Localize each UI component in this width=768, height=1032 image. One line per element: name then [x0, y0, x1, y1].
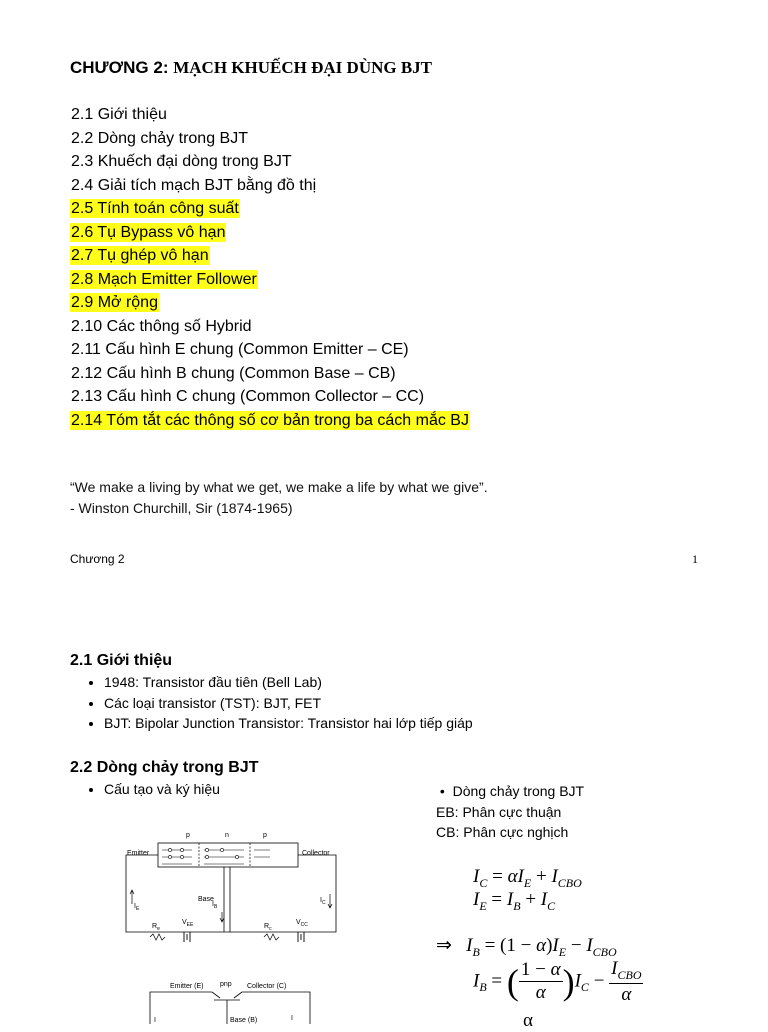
transistor-body	[158, 843, 298, 867]
toc-item	[70, 409, 470, 433]
section-heading: 2.1 Giới thiệu	[70, 652, 173, 669]
emitter-e-label: Emitter (E)	[170, 983, 204, 990]
toc-item-label: 2.6 Tụ Bypass vô hạn	[71, 223, 226, 241]
intro-bullet-list	[70, 672, 473, 734]
toc-item	[70, 291, 470, 315]
n-layer-label: n	[225, 832, 229, 839]
ic-label: $I_C$	[320, 897, 326, 906]
quote-text: “We make a living by what we get, we make a life by what we give”.	[70, 479, 488, 495]
vcc-label: $V_{CC}$	[296, 919, 308, 928]
list-item: • Dòng chảy trong BJT	[436, 783, 585, 799]
p-layer-label: p	[186, 832, 190, 839]
table-of-contents	[70, 103, 470, 432]
toc-item-label: 2.4 Giải tích mạch BJT bằng đồ thị	[71, 176, 317, 194]
toc-item-label: 2.9 Mở rộng	[71, 294, 158, 311]
collector-label: Collector	[302, 850, 330, 857]
rc-label: $R_c$	[264, 923, 272, 932]
equation-ic: $I_C = \alpha I_E + I_{CBO}$	[473, 866, 582, 890]
ie-label: $I_E$	[134, 903, 140, 912]
cb-bias-text: CB: Phân cực nghịch	[436, 824, 569, 840]
list-item: • BJT: Bipolar Junction Transistor: Transistor hai lớp tiếp giáp	[104, 713, 473, 734]
toc-item-label: 2.2 Dòng chảy trong BJT	[71, 129, 248, 147]
list-item: • Các loại transistor (TST): BJT, FET	[104, 693, 473, 714]
toc-item	[70, 244, 470, 268]
toc-item-label: 2.5 Tính toán công suất	[71, 200, 239, 217]
structure-bullet-list	[70, 779, 258, 800]
toc-item-label: 2.3 Khuếch đại dòng trong BJT	[71, 153, 292, 170]
resistor-rc	[264, 934, 279, 940]
toc-item-label: 2.7 Tụ ghép vô hạn	[71, 247, 209, 264]
base-b-label: Base (B)	[230, 1017, 258, 1024]
section-current-flow	[70, 759, 258, 800]
toc-item	[70, 103, 470, 127]
pnp-symbol	[212, 992, 242, 1000]
bjt-structure-diagram	[112, 824, 348, 1024]
toc-item-label: 2.8 Mạch Emitter Follower	[71, 270, 257, 288]
toc-item	[70, 385, 470, 409]
toc-item-label: 2.12 Cấu hình B chung (Common Base – CB)	[71, 364, 396, 382]
section-heading: 2.2 Dòng chảy trong BJT	[70, 759, 259, 776]
toc-item-label: 2.14 Tóm tắt các thông số cơ bản trong ba cách mắc BJ	[71, 411, 469, 429]
ic-label-2: I	[291, 1015, 293, 1022]
list-item: • Cấu tạo và ký hiệu	[104, 779, 258, 800]
toc-item	[70, 315, 470, 339]
battery-vcc	[298, 932, 304, 942]
toc-item	[70, 150, 470, 174]
toc-item	[70, 362, 470, 386]
list-item: • 1948: Transistor đầu tiên (Bell Lab)	[104, 672, 473, 693]
ib-label: $I_B$	[212, 901, 218, 910]
ie-label-2: I	[154, 1017, 156, 1024]
toc-item-label: 2.13 Cấu hình C chung (Common Collector – CC)	[71, 388, 425, 405]
toc-item	[70, 197, 470, 221]
vee-label: $V_{EE}$	[182, 919, 194, 928]
current-flow-notes	[436, 781, 584, 843]
base-label: Base	[198, 896, 214, 903]
equation-ie: $I_E = I_B + I_C$	[473, 889, 556, 913]
toc-item	[70, 268, 470, 292]
toc-item-label: 2.11 Cấu hình E chung (Common Emitter – CE)	[71, 341, 409, 358]
toc-item	[70, 127, 470, 151]
equation-ib-2: $I_B$ = ( $\frac{1 - \alpha}{\alpha}$ )$I_C$ − $\frac{I_{CBO}}{\alpha}$	[473, 958, 642, 1005]
quote-author: - Winston Churchill, Sir (1874-1965)	[70, 500, 293, 516]
toc-item-label: 2.10 Các thông số Hybrid	[71, 317, 252, 335]
emitter-label: Emitter	[127, 850, 150, 857]
battery-vee	[184, 932, 190, 942]
eb-bias-text: EB: Phân cực thuận	[436, 803, 562, 820]
page-number: 1	[692, 552, 698, 566]
toc-item	[70, 338, 470, 362]
quote-block	[70, 477, 488, 519]
toc-item	[70, 221, 470, 245]
collector-c-label: Collector (C)	[247, 983, 287, 990]
re-label: $R_e$	[152, 923, 160, 932]
list-item-text: Dòng chảy trong BJT	[452, 783, 585, 799]
page-footer-chapter: Chương 2	[70, 552, 125, 566]
p-layer-label: p	[263, 832, 267, 839]
resistor-re	[150, 934, 165, 940]
toc-item	[70, 174, 470, 198]
equation-partial: α	[523, 1010, 533, 1031]
equation-ib-1: ⇒ $I_B = (1 - \alpha)I_E - I_{CBO}$	[436, 935, 617, 959]
chapter-title-prefix: CHƯƠNG 2:	[70, 58, 169, 77]
chapter-title	[70, 58, 432, 78]
chapter-title-text: MẠCH KHUẾCH ĐẠI DÙNG BJT	[173, 58, 433, 77]
section-introduction	[70, 652, 473, 734]
pnp-label: pnp	[220, 981, 232, 988]
toc-item-label: 2.1 Giới thiệu	[71, 106, 167, 123]
